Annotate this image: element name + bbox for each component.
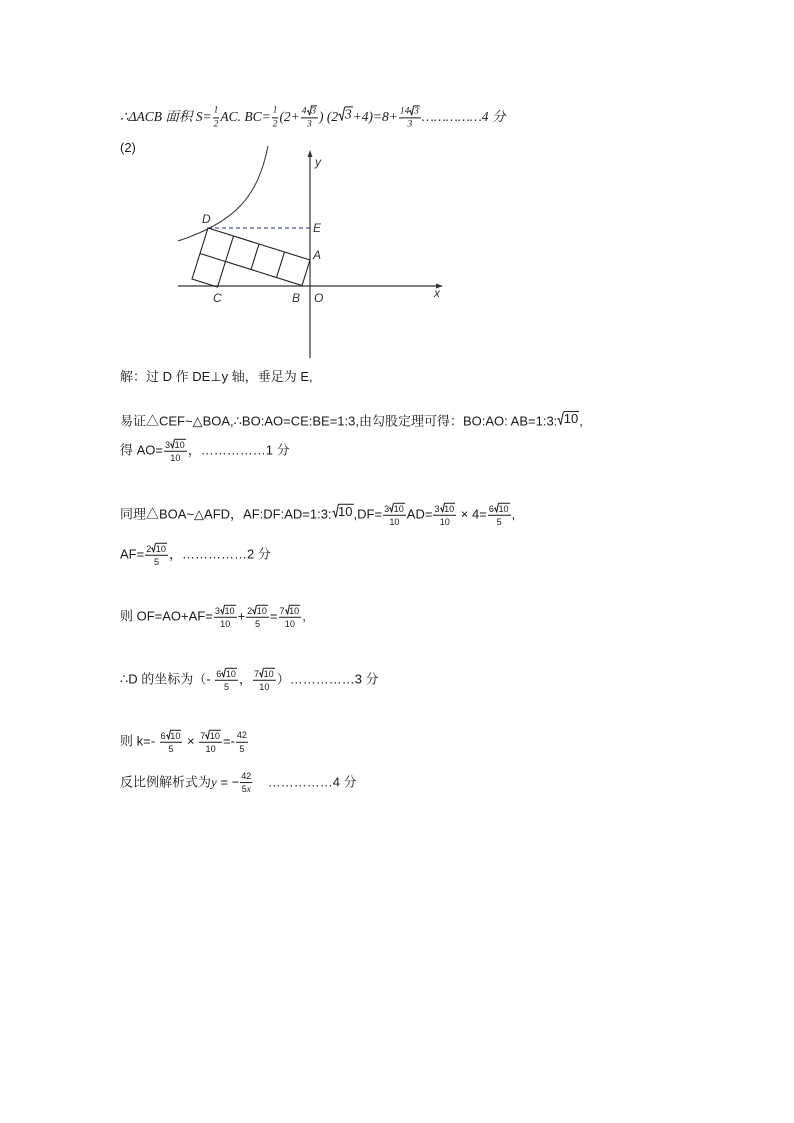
similar-triangles-line xyxy=(120,411,583,429)
text-run: = − xyxy=(216,774,240,790)
radicand: 10 xyxy=(563,411,579,427)
text-run: 10 xyxy=(170,452,181,463)
square-root xyxy=(332,504,354,519)
text-run: ……………4 分 xyxy=(253,774,357,790)
point-label-b: B xyxy=(292,291,301,305)
text-run: 5 xyxy=(168,743,174,754)
fraction xyxy=(399,105,421,130)
fraction-denominator xyxy=(399,119,421,131)
text-run: 同理△BOA~△AFD，AF:DF:AD=1:3: xyxy=(120,506,332,522)
text-run: , xyxy=(302,608,306,624)
text-run: = xyxy=(269,608,278,624)
radical-sign-icon xyxy=(338,106,345,121)
text-run: 解：过 D 作 DE⊥y 轴，垂足为 E, xyxy=(120,369,313,385)
of-calculation-line xyxy=(120,605,306,629)
square-root xyxy=(389,503,405,514)
radicand: 10 xyxy=(225,668,236,679)
fraction-numerator xyxy=(253,668,276,681)
square-root xyxy=(170,439,186,450)
text-run: 5 xyxy=(496,516,502,527)
fraction xyxy=(279,605,302,629)
k-calculation-line xyxy=(120,730,249,754)
text-run: 2 xyxy=(146,543,152,554)
radicand: 3 xyxy=(344,106,352,122)
text-run: 10 xyxy=(259,681,270,692)
fraction-denominator xyxy=(246,618,269,629)
text-run: 1 xyxy=(213,105,219,116)
text-run: ……………4 分 xyxy=(421,109,506,125)
point-label-e: E xyxy=(313,221,322,235)
math-variable: x xyxy=(246,784,251,795)
fraction-denominator xyxy=(279,618,302,629)
text-run: 10 xyxy=(205,743,216,754)
fraction-denominator xyxy=(215,681,238,692)
point-label-c: C xyxy=(213,291,222,305)
text-run: 则 OF=AO+AF= xyxy=(120,608,213,624)
hyperbola-curve xyxy=(178,146,268,241)
fraction-denominator xyxy=(253,681,276,692)
fraction xyxy=(215,668,238,692)
area-calculation-line xyxy=(120,105,505,130)
text-run: 3 xyxy=(214,605,220,616)
text-run: ，……………2 分 xyxy=(168,546,271,562)
solution-construction-line xyxy=(120,369,313,385)
text-run: AF= xyxy=(120,546,145,562)
text-run: 42 xyxy=(236,730,247,741)
text-run: × xyxy=(183,733,199,749)
radicand: 10 xyxy=(170,730,181,741)
text-run: 5 xyxy=(241,784,247,795)
fraction-denominator xyxy=(433,516,456,527)
square-root xyxy=(494,503,510,514)
radicand: 10 xyxy=(209,730,220,741)
text-run: ）……………3 分 xyxy=(276,671,379,687)
radicand: 10 xyxy=(498,503,509,514)
text-run: 10 xyxy=(439,516,450,527)
point-label-d: D xyxy=(202,212,211,226)
fraction-numerator xyxy=(215,668,238,681)
text-run: 4 xyxy=(301,105,307,116)
fraction-numerator xyxy=(240,771,252,783)
inverse-function-line xyxy=(120,771,357,795)
origin-label: O xyxy=(314,291,324,305)
square-divider xyxy=(226,236,234,262)
text-run: 2 xyxy=(247,605,253,616)
fraction xyxy=(145,543,168,567)
text-run: 14 xyxy=(399,105,410,116)
text-run: 3 xyxy=(407,119,413,130)
fraction xyxy=(272,106,279,131)
text-run: 10 xyxy=(389,516,400,527)
text-run: 2 xyxy=(213,119,219,130)
fraction-numerator xyxy=(383,503,406,516)
text-run: 2 xyxy=(272,119,278,130)
text-run: + xyxy=(237,608,246,624)
fraction-numerator xyxy=(488,503,511,516)
radicand: 3 xyxy=(311,106,316,117)
text-run: 5 xyxy=(224,681,230,692)
radicand: 10 xyxy=(289,605,300,616)
text-run: +4)=8+ xyxy=(352,109,398,125)
point-label-a: A xyxy=(313,248,322,262)
text-run: 5 xyxy=(255,618,261,629)
square-root xyxy=(409,105,419,116)
square-root xyxy=(221,668,237,679)
text-run: 5 xyxy=(239,743,245,754)
square-root xyxy=(151,543,167,554)
fraction xyxy=(160,730,183,754)
fraction-numerator xyxy=(246,605,269,618)
text-run: AC. BC= xyxy=(220,109,271,125)
afd-similarity-line xyxy=(120,503,515,527)
radicand: 10 xyxy=(338,504,353,520)
fraction-denominator xyxy=(488,516,511,527)
text-run: 7 xyxy=(200,730,206,741)
text-run: , xyxy=(511,506,516,522)
text-run: 得 AO= xyxy=(120,442,163,458)
y-axis-arrow-icon xyxy=(308,150,313,157)
text-run: 易证△CEF~△BOA,∴BO:AO=CE:BE=1:3,由勾股定理可得：BO:AO: AB=1:3: xyxy=(120,413,558,429)
fraction-denominator xyxy=(213,119,220,131)
fraction-denominator xyxy=(214,618,237,629)
square-root xyxy=(205,730,221,741)
text-run: 5 xyxy=(154,556,160,567)
fraction-denominator xyxy=(383,516,406,527)
fraction xyxy=(433,503,456,527)
radicand: 3 xyxy=(414,106,419,117)
squares-outline xyxy=(192,228,310,287)
fraction-numerator xyxy=(199,730,222,743)
text-run: 反比例解析式为 xyxy=(120,774,212,790)
fraction xyxy=(213,106,220,131)
text-run: ) (2 xyxy=(318,109,339,125)
text-run: ,DF= xyxy=(353,506,383,522)
square-root xyxy=(252,605,268,616)
text-run: 7 xyxy=(253,668,260,679)
text-run: 3 xyxy=(165,439,171,450)
text-run: ， xyxy=(238,671,252,687)
radicand: 10 xyxy=(155,543,166,554)
radicand: 10 xyxy=(263,668,274,679)
ao-result-line xyxy=(120,439,290,463)
radicand: 10 xyxy=(256,605,267,616)
text-run: ∴D 的坐标为（- xyxy=(120,671,215,687)
x-axis-label: x xyxy=(434,286,440,300)
y-axis-label: y xyxy=(315,155,321,169)
part-2-label xyxy=(120,140,136,156)
text-run: 7 xyxy=(279,605,285,616)
text-run: 3 xyxy=(434,503,440,514)
square-root xyxy=(285,605,301,616)
fraction-denominator xyxy=(236,743,248,754)
fraction-numerator xyxy=(164,439,187,452)
fraction xyxy=(301,105,318,130)
fraction-numerator xyxy=(272,106,279,119)
fraction-numerator xyxy=(433,503,456,516)
text-run: 6 xyxy=(216,668,222,679)
d-coordinates-line xyxy=(120,668,379,692)
fraction xyxy=(199,730,222,754)
radicand: 10 xyxy=(174,439,185,450)
text-run: 1 xyxy=(272,105,278,116)
fraction-numerator xyxy=(213,106,220,119)
fraction xyxy=(246,605,269,629)
fraction xyxy=(488,503,511,527)
fraction-denominator xyxy=(160,743,183,754)
fraction-denominator xyxy=(199,743,222,754)
af-result-line xyxy=(120,543,271,567)
text-run: 3 xyxy=(384,503,390,514)
text-run: (2+ xyxy=(279,109,300,125)
fraction-denominator xyxy=(272,119,279,131)
fraction xyxy=(214,605,237,629)
fraction xyxy=(164,439,187,463)
fraction-denominator xyxy=(240,784,252,795)
fraction xyxy=(236,730,248,754)
text-run: ，……………1 分 xyxy=(187,442,290,458)
square-divider xyxy=(277,252,285,278)
fraction-numerator xyxy=(236,730,248,742)
text-run: 10 xyxy=(220,618,231,629)
text-run: 6 xyxy=(488,503,494,514)
text-run: × 4= xyxy=(457,506,487,522)
fraction xyxy=(383,503,406,527)
fraction-denominator xyxy=(301,119,318,131)
square-root xyxy=(166,730,182,741)
coordinate-figure xyxy=(160,140,460,365)
fraction-denominator xyxy=(164,452,187,463)
square-root xyxy=(307,105,317,116)
text-run: =- xyxy=(222,733,235,749)
fraction-numerator xyxy=(279,605,302,618)
fraction-numerator xyxy=(214,605,237,618)
square-root xyxy=(259,668,275,679)
text-run: 6 xyxy=(160,730,166,741)
square-divider xyxy=(200,254,226,262)
fraction-numerator xyxy=(145,543,168,556)
text-run: AD= xyxy=(406,506,433,522)
fraction-numerator xyxy=(160,730,183,743)
fraction xyxy=(253,668,276,692)
square-divider xyxy=(251,244,259,270)
square-root xyxy=(220,605,236,616)
text-run: ∴ΔACB 面积 S= xyxy=(120,109,212,125)
text-run: , xyxy=(579,413,583,429)
math-variable: y xyxy=(211,774,217,790)
fraction-numerator xyxy=(399,105,421,118)
radicand: 10 xyxy=(224,605,235,616)
fraction-denominator xyxy=(145,556,168,567)
fraction-numerator xyxy=(301,105,318,118)
square-root xyxy=(440,503,456,514)
fraction xyxy=(240,771,252,795)
text-run: 3 xyxy=(307,119,312,130)
text-run: (2) xyxy=(120,140,136,156)
text-run: 10 xyxy=(284,618,295,629)
radicand: 10 xyxy=(444,503,455,514)
text-run: 42 xyxy=(241,771,252,782)
square-root xyxy=(338,106,353,122)
text-run: 则 k=- xyxy=(120,733,159,749)
square-root xyxy=(557,411,579,426)
radicand: 10 xyxy=(393,503,404,514)
